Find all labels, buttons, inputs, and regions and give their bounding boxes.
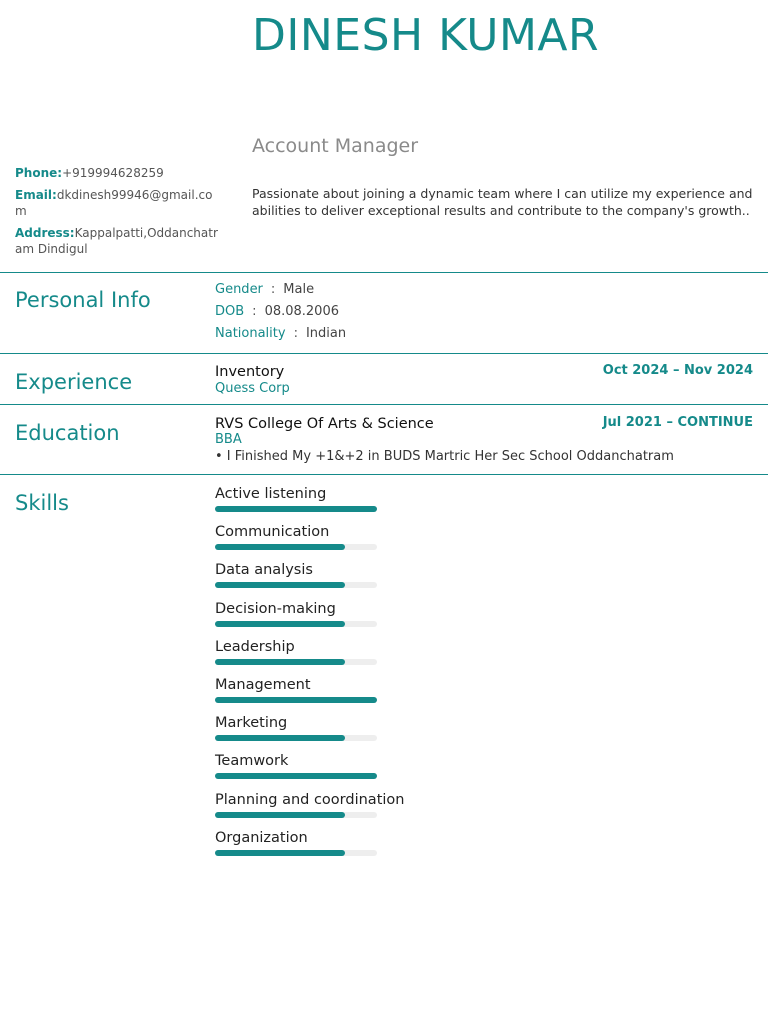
skill-name: Communication [215, 524, 330, 541]
skill-bar-fill [215, 506, 377, 512]
info-sep: : [293, 326, 298, 341]
education-note: • I Finished My +1&+2 in BUDS Martric Her Sec School Oddanchatram [215, 449, 674, 464]
skill-item [215, 485, 515, 523]
info-sep: : [252, 304, 257, 319]
section-title-education: Education [15, 421, 120, 445]
skill-name: Leadership [215, 638, 295, 655]
divider-skills [0, 474, 768, 475]
info-row-nationality [215, 326, 346, 341]
skill-bar-fill [215, 812, 345, 818]
skill-bar-fill [215, 850, 345, 856]
skill-bar-fill [215, 773, 377, 779]
education-school: RVS College Of Arts & Science [215, 416, 434, 432]
address-label: Address: [15, 226, 75, 240]
skill-item [215, 829, 515, 867]
skill-name: Organization [215, 829, 308, 846]
skill-bar-track [215, 735, 377, 741]
divider-experience [0, 353, 768, 354]
email-label: Email: [15, 188, 57, 202]
contact-phone [15, 165, 220, 181]
skill-item [215, 561, 515, 599]
skill-bar-fill [215, 582, 345, 588]
skill-bar-fill [215, 697, 377, 703]
skill-item [215, 638, 515, 676]
section-title-experience: Experience [15, 370, 133, 394]
experience-dates: Oct 2024 – Nov 2024 [602, 363, 753, 378]
skill-item [215, 791, 515, 829]
skill-name: Data analysis [215, 562, 313, 579]
skill-bar-track [215, 850, 377, 856]
skill-name: Decision-making [215, 600, 336, 617]
section-title-personal-info: Personal Info [15, 288, 151, 312]
candidate-name: DINESH KUMAR [252, 10, 600, 61]
contact-address [15, 225, 220, 257]
experience-company: Quess Corp [215, 381, 290, 396]
skill-name: Marketing [215, 715, 288, 732]
skill-bar-track [215, 621, 377, 627]
skill-item [215, 523, 515, 561]
info-key: DOB [215, 304, 245, 319]
info-key: Nationality [215, 326, 286, 341]
info-value: 08.08.2006 [264, 304, 339, 319]
divider-education [0, 404, 768, 405]
skill-item [215, 600, 515, 638]
education-dates: Jul 2021 – CONTINUE [602, 415, 753, 430]
phone-value: +919994628259 [62, 166, 164, 180]
skill-bar-track [215, 582, 377, 588]
skill-item [215, 676, 515, 714]
job-title: Account Manager [252, 135, 419, 157]
info-row-dob [215, 304, 339, 319]
skill-bar-fill [215, 621, 345, 627]
skill-bar-fill [215, 735, 345, 741]
skill-name: Teamwork [215, 753, 289, 770]
phone-label: Phone: [15, 166, 63, 180]
experience-role: Inventory [215, 364, 285, 380]
info-value: Male [283, 282, 315, 297]
email-value: dkdinesh99946@gmail.com [15, 188, 213, 218]
skill-bar-track [215, 506, 377, 512]
skill-name: Management [215, 676, 311, 693]
info-value: Indian [305, 326, 347, 341]
info-sep: : [270, 282, 276, 297]
skill-name: Active listening [215, 486, 327, 502]
skill-bar-track [215, 659, 377, 665]
profile-summary: Passionate about joining a dynamic team where I can utilize my experience and abilities to deliver exceptional results and contribute to the company's growth.. [252, 186, 753, 218]
education-degree: BBA [215, 432, 242, 447]
skills-list [215, 485, 515, 867]
info-key: Gender [215, 282, 263, 297]
skill-item [215, 714, 515, 752]
info-row-gender [215, 282, 314, 297]
skill-bar-track [215, 697, 377, 703]
skill-bar-fill [215, 659, 345, 665]
skill-bar-track [215, 544, 377, 550]
skill-bar-track [215, 773, 377, 779]
divider-personal [0, 272, 768, 273]
skill-bar-fill [215, 544, 345, 550]
skill-bar-track [215, 812, 377, 818]
skill-item [215, 752, 515, 790]
section-title-skills: Skills [15, 491, 69, 515]
contact-email [15, 187, 220, 219]
skill-name: Planning and coordination [215, 791, 405, 808]
address-value: Kappalpatti,Oddanchatram Dindigul [15, 226, 218, 256]
